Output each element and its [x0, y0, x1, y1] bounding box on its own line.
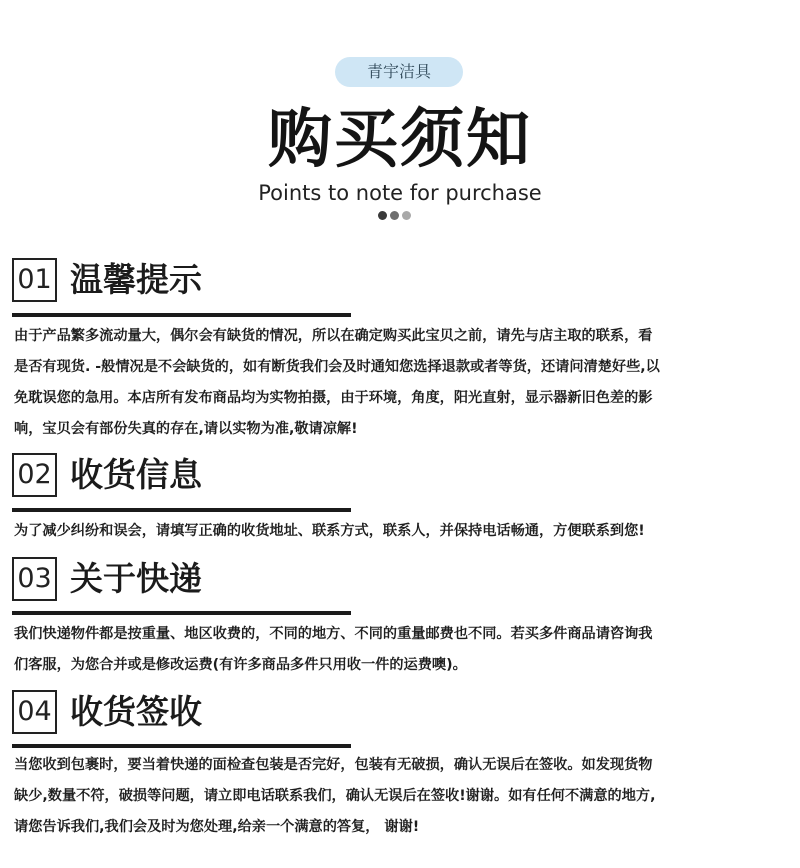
- body-line: 当您收到包裹时，要当着快递的面检查包装是否完好，包装有无破损，确认无误后在签收。如发现货物: [14, 757, 653, 773]
- dot-icon: [402, 211, 411, 220]
- section-number: 04: [12, 690, 57, 734]
- section-number: 03: [12, 557, 57, 601]
- body-line: 为了减少纠纷和误会，请填写正确的收货地址、联系方式，联系人，并保持电话畅通，方便联系到您!: [14, 523, 645, 539]
- page-title: 购买须知: [268, 103, 532, 177]
- section-divider: [12, 611, 351, 615]
- section-divider: [12, 744, 351, 748]
- section-title: 收货签收: [70, 692, 202, 731]
- section-04-body: [14, 750, 788, 843]
- dot-icon: [378, 211, 387, 220]
- body-line: 是否有现货. -般情况是不会缺货的，如有断货我们会及时通知您选择退款或者等货，还请问清楚好些,以: [14, 359, 660, 375]
- section-01-body: [14, 321, 788, 445]
- section-number: 01: [12, 258, 57, 302]
- section-03-body: [14, 619, 788, 681]
- section-title: 收货信息: [70, 455, 202, 494]
- body-line: 由于产品繁多流动量大，偶尔会有缺货的情况，所以在确定购买此宝贝之前，请先与店主取的联系，看: [14, 328, 653, 344]
- header: [0, 0, 800, 240]
- body-line: 请您告诉我们,我们会及时为您处理,给亲一个满意的答复， 谢谢!: [14, 819, 420, 835]
- body-line: 响，宝贝会有部份失真的存在,请以实物为准,敬请凉解!: [14, 421, 358, 437]
- dot-icon: [390, 211, 399, 220]
- page-subtitle: Points to note for purchase: [258, 181, 542, 205]
- body-line: 免耽误您的急用。本店所有发布商品均为实物拍摄，由于环境，角度，阳光直射，显示器新旧色差的影: [14, 390, 653, 406]
- section-divider: [12, 313, 351, 317]
- section-number: 02: [12, 453, 57, 497]
- brand-badge: 青宇洁具: [335, 57, 463, 87]
- section-title: 关于快递: [70, 559, 202, 598]
- section-title: 温馨提示: [70, 260, 202, 299]
- body-line: 缺少,数量不符，破损等问题，请立即电话联系我们，确认无误后在签收!谢谢。如有任何不满意的地方,: [14, 788, 656, 804]
- body-line: 我们快递物件都是按重量、地区收费的，不同的地方、不同的重量邮费也不同。若买多件商品请咨询我: [14, 626, 653, 642]
- section-02-body: [14, 516, 788, 547]
- section-divider: [12, 508, 351, 512]
- decorative-dots: [378, 211, 411, 221]
- body-line: 们客服，为您合并或是修改运费(有许多商品多件只用收一件的运费噢)。: [14, 657, 467, 673]
